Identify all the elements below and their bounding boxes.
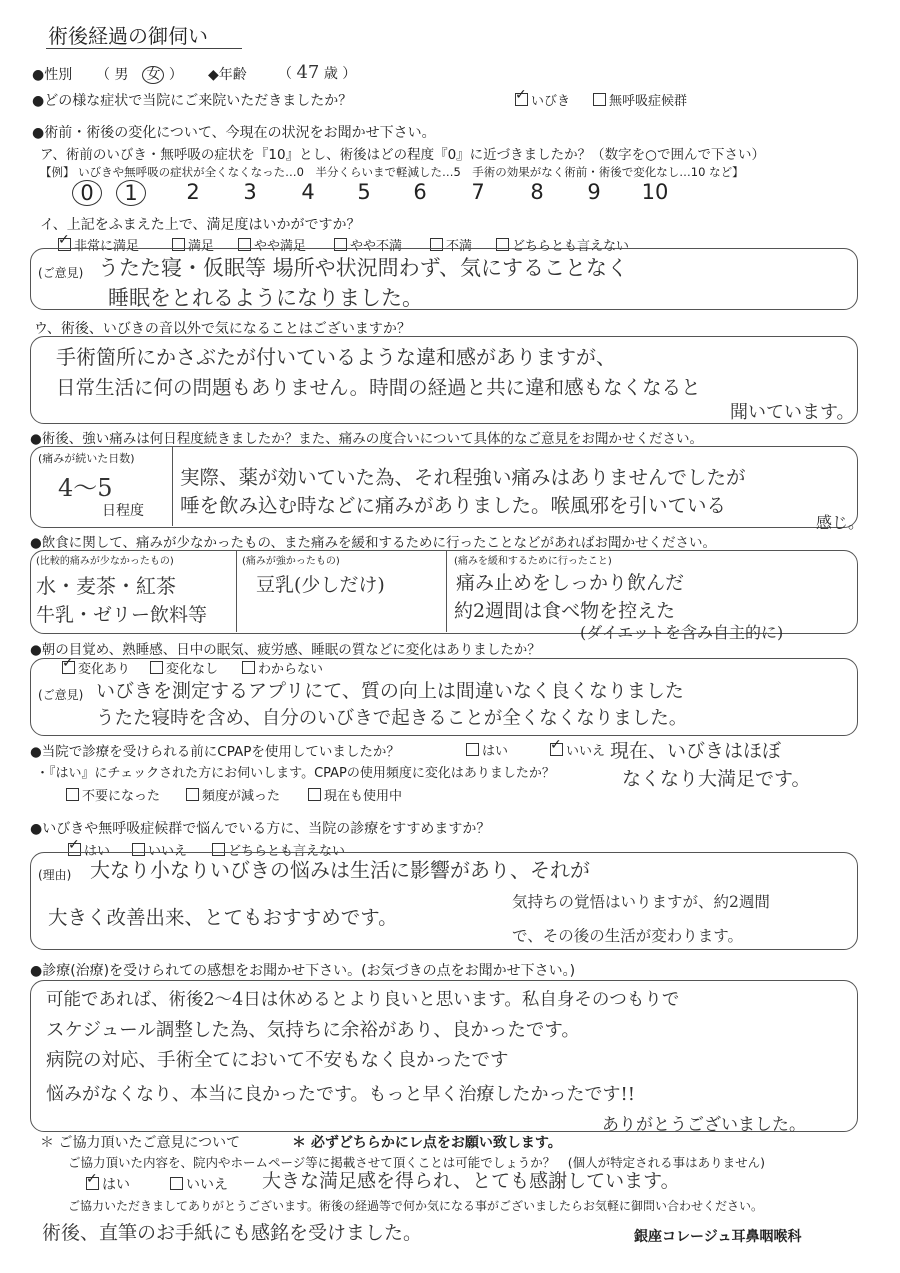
cpap-sub-question: ・『はい』にチェックされた方にお伺いします。CPAPの使用頻度に変化はありましたか？ bbox=[36, 766, 555, 781]
checkbox-icon bbox=[308, 788, 321, 801]
cpap-question: ●当院で診療を受けられる前にCPAPを使用していましたか？ bbox=[30, 744, 400, 760]
recommend-line-1: 大なり小なりいびきの悩みは生活に影響があり、それが bbox=[90, 858, 590, 882]
opinion-label: (ご意見) bbox=[38, 266, 84, 280]
morning-line-1: いびきを測定するアプリにて、質の向上は間違いなく良くなりました bbox=[96, 680, 684, 702]
gender-female[interactable]: 女 bbox=[142, 66, 164, 84]
consent-text: ご協力頂いた内容を、院内やホームページ等に掲載させて頂くことは可能でしょうか？ (個人が特定される事はありません) bbox=[68, 1155, 766, 1170]
impression-line-1: 可能であれば、術後2〜4日は休めるとより良いと思います。私自身そのつもりで bbox=[46, 990, 680, 1010]
other-question: ウ、術後、いびきの音以外で気になることはございますか？ bbox=[34, 321, 411, 337]
scale-option-8[interactable]: 8 bbox=[530, 180, 544, 204]
pain-line-3: 感じ。 bbox=[816, 513, 865, 532]
morning-line-2: うたた寝時を含め、自分のいびきで起きることが全くなくなりました。 bbox=[96, 708, 688, 729]
footer-note: 術後、直筆のお手紙にも感銘を受けました。 bbox=[42, 1222, 423, 1244]
option-label: 非常に満足 bbox=[74, 239, 140, 254]
food-divider-2 bbox=[446, 550, 447, 632]
age-unit: 歳 bbox=[323, 66, 338, 82]
impression-line-2: スケジュール調整した為、気持ちに余裕があり、良かったです。 bbox=[46, 1020, 580, 1041]
pain-days-unit: 日程度 bbox=[102, 503, 144, 519]
gender-options: （ 男 女 ） bbox=[96, 67, 183, 83]
food-divider-1 bbox=[236, 550, 237, 632]
scale-option-5[interactable]: 5 bbox=[357, 180, 371, 204]
pain-line-1: 実際、薬が効いていた為、それ程強い痛みはありませんでしたが bbox=[180, 466, 746, 489]
consent-head-left: ＊ ご協力頂いたご意見について bbox=[40, 1135, 241, 1151]
option-label: 不満 bbox=[446, 239, 473, 254]
cpap-no[interactable] bbox=[550, 740, 605, 759]
consent-no[interactable] bbox=[170, 1174, 228, 1194]
food-strong-line-1: 豆乳(少しだけ) bbox=[256, 574, 385, 596]
checkbox-icon bbox=[186, 788, 199, 801]
scale-option-3[interactable]: 3 bbox=[243, 180, 257, 204]
change-question-a: ア、術前のいびき・無呼吸の症状を『10』とし、術後はどの程度『0』に近づきましたか？（数字を○で囲んで下さい） bbox=[40, 147, 765, 163]
option-label: はい bbox=[102, 1177, 130, 1193]
option-label: どちらとも言えない bbox=[228, 844, 346, 859]
checkbox-icon bbox=[515, 93, 528, 106]
checkbox-icon bbox=[66, 788, 79, 801]
recommend-reason-label: (理由) bbox=[38, 868, 72, 882]
age-field[interactable]: （ 47 歳 ） bbox=[278, 62, 357, 83]
recommend-side-line-1: 気持ちの覚悟はいりますが、約2週間 bbox=[512, 893, 770, 911]
checkbox-apnea[interactable] bbox=[593, 90, 687, 109]
option-label: 頻度が減った bbox=[202, 789, 281, 804]
title-underline bbox=[46, 48, 242, 49]
scale-option-2[interactable]: 2 bbox=[186, 180, 200, 204]
option-label: 変化なし bbox=[166, 662, 219, 677]
food-relief-label: (痛みを緩和するために行ったこと) bbox=[454, 556, 612, 567]
food-less-line-2: 牛乳・ゼリー飲料等 bbox=[36, 604, 208, 626]
option-label: いいえ bbox=[186, 1177, 228, 1193]
other-line-1: 手術箇所にかさぶたが付いているような違和感がありますが、 bbox=[56, 345, 616, 369]
option-label: やや満足 bbox=[254, 239, 307, 254]
food-strong-label: (痛みが強かったもの) bbox=[242, 556, 340, 567]
option-label: いびき bbox=[531, 94, 571, 109]
impression-line-5: ありがとうございました。 bbox=[602, 1115, 806, 1135]
satisfaction-question: イ、上記をふまえた上で、満足度はいかがですか？ bbox=[40, 217, 361, 233]
checkbox-icon bbox=[593, 93, 606, 106]
option-label: いいえ bbox=[566, 744, 606, 759]
option-label: 現在も使用中 bbox=[324, 789, 403, 804]
change-heading: ●術前・術後の変化について、今現在の状況をお聞かせ下さい。 bbox=[32, 125, 436, 141]
food-relief-line-2: 約2週間は食べ物を控えた bbox=[454, 600, 676, 622]
checkbox-icon bbox=[550, 743, 563, 756]
scale-option-10[interactable]: 10 bbox=[641, 180, 669, 204]
page-title: 術後経過の御伺い bbox=[48, 24, 208, 48]
cpap-yes[interactable] bbox=[466, 740, 508, 759]
symptom-question: ●どの様な症状で当院にご来院いただきましたか？ bbox=[32, 93, 353, 109]
pain-question: ●術後、強い痛みは何日程度続きましたか？また、痛みの度合いについて具体的なご意見をお聞かせください。 bbox=[30, 431, 704, 447]
cpap-reduced[interactable] bbox=[186, 785, 280, 804]
consent-thanks: ご協力いただきましてありがとうございます。術後の経過等で何か気になる事がございましたらお気軽に御問い合わせください。 bbox=[68, 1199, 764, 1213]
consent-yes[interactable] bbox=[86, 1174, 130, 1194]
scale-option-0[interactable]: 0 bbox=[72, 180, 102, 206]
pain-days-label: (痛みが続いた日数) bbox=[38, 452, 135, 465]
option-label: 不要になった bbox=[82, 789, 161, 804]
pain-line-2: 唾を飲み込む時などに痛みがありました。喉風邪を引いている bbox=[180, 494, 727, 517]
cpap-unneeded[interactable] bbox=[66, 785, 160, 804]
pain-divider bbox=[172, 446, 173, 526]
scale-option-6[interactable]: 6 bbox=[413, 180, 427, 204]
clinic-name: 銀座コレージュ耳鼻咽喉科 bbox=[634, 1229, 802, 1245]
option-label: 満足 bbox=[188, 239, 215, 254]
option-label: はい bbox=[84, 844, 111, 859]
gender-male[interactable]: 男 bbox=[114, 67, 129, 83]
food-relief-line-1: 痛み止めをしっかり飲んだ bbox=[456, 572, 685, 594]
impression-line-3: 病院の対応、手術全てにおいて不安もなく良かったです bbox=[46, 1050, 509, 1071]
food-relief-line-3: (ダイエットを含み自主的に) bbox=[580, 623, 784, 642]
recommend-line-2: 大きく改善出来、とてもおすすめです。 bbox=[48, 906, 398, 929]
morning-question: ●朝の目覚め、熟睡感、日中の眠気、疲労感、睡眠の質などに変化はありましたか？ bbox=[30, 642, 541, 658]
scale-option-1[interactable]: 1 bbox=[116, 180, 146, 206]
cpap-note-line-1: 現在、いびきはほぼ bbox=[610, 740, 782, 762]
change-example: 【例】 いびきや無呼吸の症状が全くなくなった…0 半分くらいまで軽減した…5 手術の効果がなく術前・術後で変化なし…10 など】 bbox=[40, 165, 744, 179]
option-label: どちらとも言えない bbox=[512, 239, 630, 254]
food-question: ●飲食に関して、痛みが少なかったもの、また痛みを緩和するために行ったことなどがあればお聞かせください。 bbox=[30, 535, 716, 551]
impression-line-4: 悩みがなくなり、本当に良かったです。もっと早く治療したかったです!! bbox=[46, 1084, 636, 1105]
consent-head-right: ＊ 必ずどちらかにレ点をお願い致します。 bbox=[292, 1135, 562, 1151]
cpap-still-using[interactable] bbox=[308, 785, 402, 804]
impression-question: ●診療(治療)を受けられての感想をお聞かせ下さい。(お気づきの点をお聞かせ下さい。) bbox=[30, 963, 576, 979]
recommend-question: ●いびきや無呼吸症候群で悩んでいる方に、当院の診療をすすめますか？ bbox=[30, 821, 491, 837]
checkbox-icon bbox=[170, 1177, 183, 1190]
gender-label: ●性別 bbox=[32, 67, 73, 83]
other-line-2: 日常生活に何の問題もありません。時間の経過と共に違和感もなくなると bbox=[56, 376, 701, 399]
consent-note: 大きな満足感を得られ、とても感謝しています。 bbox=[262, 1170, 680, 1192]
checkbox-icon bbox=[466, 743, 479, 756]
food-less-line-1: 水・麦茶・紅茶 bbox=[36, 574, 176, 598]
option-label: やや不満 bbox=[350, 239, 403, 254]
option-label: 変化あり bbox=[78, 662, 131, 677]
pain-days-value: 4〜5 bbox=[58, 474, 113, 502]
morning-opinion-label: (ご意見) bbox=[38, 688, 84, 702]
checkbox-snoring[interactable] bbox=[515, 90, 570, 109]
satisfaction-line-1: うたた寝・仮眠等 場所や状況問わず、気にすることなく bbox=[98, 256, 628, 280]
option-label: わからない bbox=[258, 662, 324, 677]
checkbox-icon bbox=[86, 1177, 99, 1190]
option-label: はい bbox=[482, 744, 509, 759]
scale-option-4[interactable]: 4 bbox=[301, 180, 315, 204]
scale-option-9[interactable]: 9 bbox=[587, 180, 601, 204]
other-line-3: 聞いています。 bbox=[730, 402, 855, 423]
age-value: 47 bbox=[296, 62, 320, 83]
scale-option-7[interactable]: 7 bbox=[471, 180, 485, 204]
food-less-label: (比較的痛みが少なかったもの) bbox=[36, 556, 174, 567]
cpap-note-line-2: なくなり大満足です。 bbox=[622, 768, 811, 790]
satisfaction-line-2: 睡眠をとれるようになりました。 bbox=[108, 286, 423, 310]
age-label: ◆年齢 bbox=[208, 67, 247, 83]
option-label: いいえ bbox=[148, 844, 188, 859]
option-label: 無呼吸症候群 bbox=[609, 94, 688, 109]
recommend-side-line-2: で、その後の生活が変わります。 bbox=[512, 927, 743, 945]
